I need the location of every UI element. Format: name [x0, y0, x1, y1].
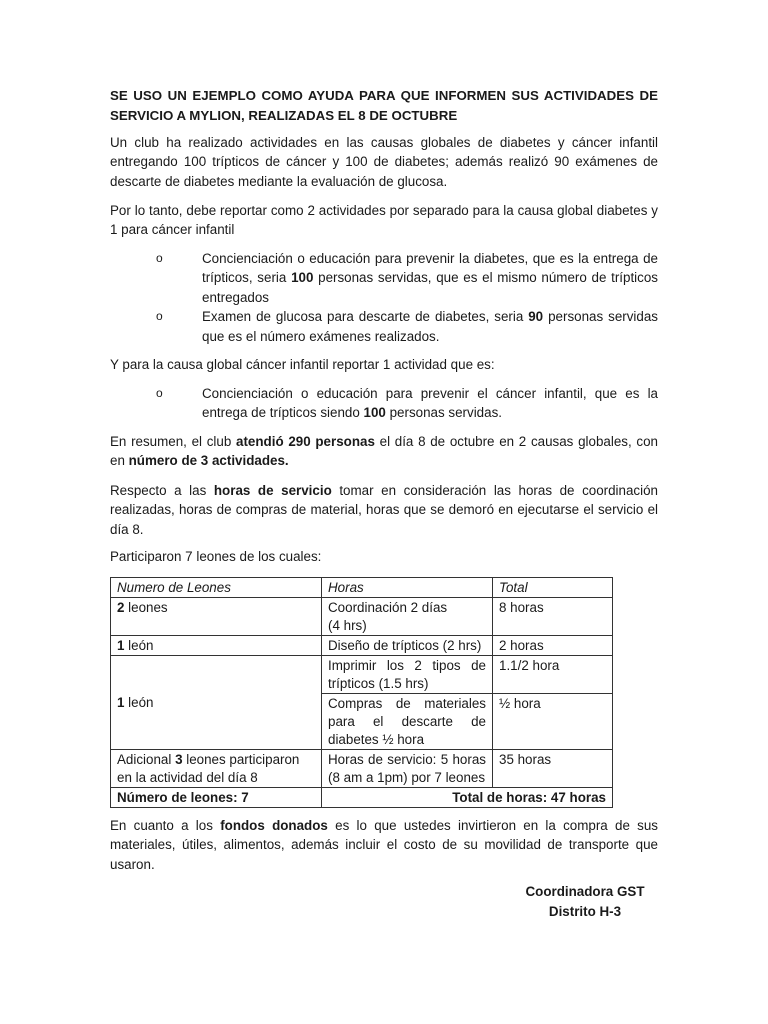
bullet-marker: o	[156, 309, 163, 324]
list-item: o Examen de glucosa para descarte de diabetes, seria 90 personas servidas que es el número exámenes realizados.	[156, 309, 658, 344]
column-header: Total	[493, 578, 613, 598]
column-header: Horas	[322, 578, 493, 598]
table-cell: Horas de servicio: 5 horas (8 am a 1pm) por 7 leones	[322, 750, 493, 788]
table-cell: Total de horas: 47 horas	[322, 788, 613, 808]
table-cell: 8 horas	[493, 598, 613, 636]
column-header: Numero de Leones	[111, 578, 322, 598]
table-header-row	[111, 578, 613, 598]
table-cell: ½ hora	[493, 694, 613, 750]
table-cell: 1 león	[111, 636, 322, 656]
donated-funds-paragraph: En cuanto a los fondos donados es lo que ustedes invirtieron en la compra de sus materiales, útiles, alimentos, además incluir el costo de su movilidad de transporte que usaron.	[110, 818, 659, 872]
table-cell: Adicional 3 leones participaron en la actividad del día 8	[111, 750, 322, 788]
document-title: SE USO UN EJEMPLO COMO AYUDA PARA QUE INFORMEN SUS ACTIVIDADES DE SERVICIO A MYLION, REALIZADAS EL 8 DE OCTUBRE	[110, 88, 658, 123]
table-cell: 2 horas	[493, 636, 613, 656]
table-cell: 1 león	[111, 656, 322, 750]
table-cell: 35 horas	[493, 750, 613, 788]
list-item: o Concienciación o educación para prevenir el cáncer infantil, que es la entrega de trípticos siendo 100 personas servidas.	[156, 386, 658, 421]
table-cell: Número de leones: 7	[111, 788, 322, 808]
diabetes-activity-list	[110, 249, 658, 346]
table-row	[111, 636, 613, 656]
table-cell: 2 leones	[111, 598, 322, 636]
table-cell: Coordinación 2 días (4 hrs)	[322, 598, 493, 636]
bullet-marker: o	[156, 251, 163, 265]
cancer-activity-list	[110, 384, 658, 423]
table-row	[111, 750, 613, 788]
table-cell: Imprimir los 2 tipos de trípticos (1.5 hrs)	[322, 656, 493, 694]
list-item: o Concienciación o educación para prevenir la diabetes, que es la entrega de trípticos, seria 100 personas servidas, que es el mismo número de trípticos entregados	[156, 251, 658, 305]
service-hours-paragraph: Respecto a las horas de servicio tomar en consideración las horas de coordinación realizadas, horas de compras de material, horas que se demoró en ejecutarse el servicio el día 8.	[110, 483, 658, 537]
report-instruction-paragraph: Por lo tanto, debe reportar como 2 actividades por separado para la causa global diabetes y 1 para cáncer infantil	[110, 203, 658, 238]
participants-paragraph: Participaron 7 leones de los cuales:	[110, 549, 322, 564]
table-row	[111, 656, 613, 694]
table-row	[111, 598, 613, 636]
signature-block	[520, 882, 650, 922]
table-cell: 1.1/2 hora	[493, 656, 613, 694]
bullet-marker: o	[156, 386, 163, 400]
intro-paragraph: Un club ha realizado actividades en las causas globales de diabetes y cáncer infantil entregando 100 trípticos de cáncer y 100 de diabetes; además realizó 90 exámenes de descarte de diabetes mediante la evaluación de glucosa.	[110, 135, 658, 189]
table-footer-row	[111, 788, 613, 808]
table-cell: Compras de materiales para el descarte de diabetes ½ hora	[322, 694, 493, 750]
cancer-intro-paragraph: Y para la causa global cáncer infantil reportar 1 actividad que es:	[110, 357, 495, 372]
signature-role: Coordinadora GST	[525, 884, 645, 899]
lions-hours-table	[110, 577, 613, 808]
summary-paragraph: En resumen, el club atendió 290 personas el día 8 de octubre en 2 causas globales, con en número de 3 actividades.	[110, 434, 658, 469]
signature-district: Distrito H-3	[548, 904, 622, 919]
table-cell: Diseño de trípticos (2 hrs)	[322, 636, 493, 656]
